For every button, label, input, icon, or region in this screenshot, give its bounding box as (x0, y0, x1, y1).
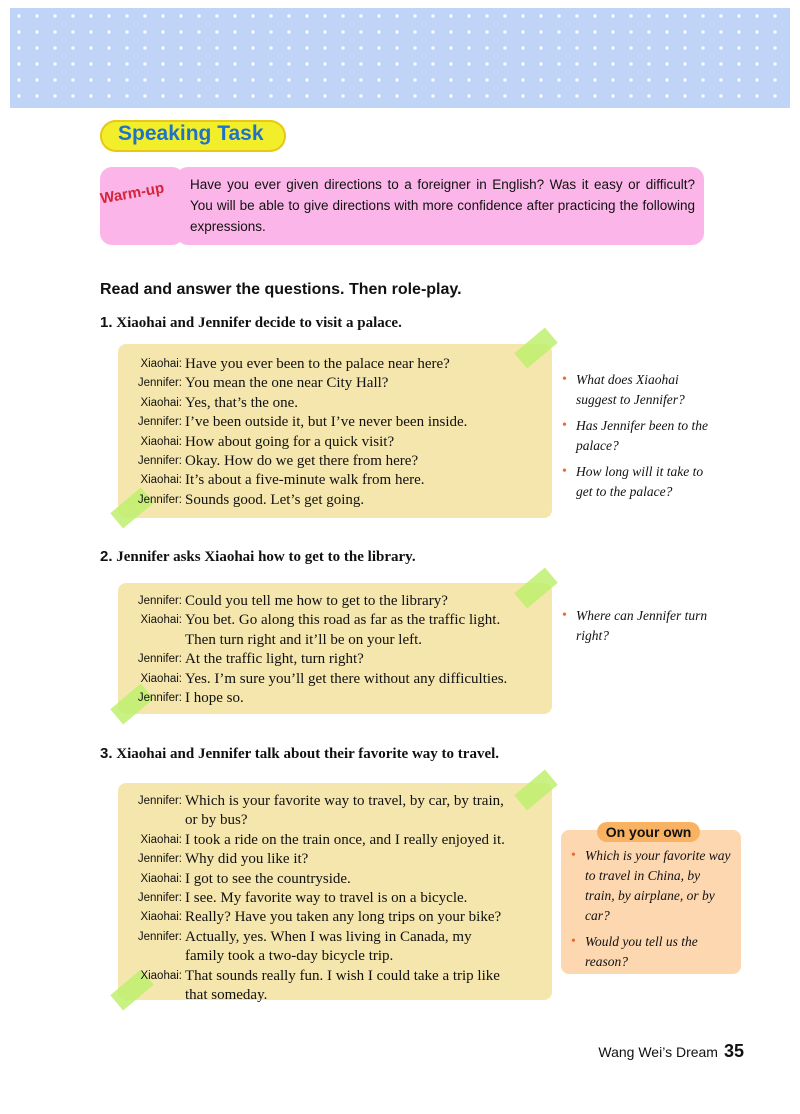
dialog-line (100, 947, 505, 966)
task-1-title (100, 314, 402, 332)
warmup-label-box (100, 167, 184, 245)
dialog-line (100, 967, 505, 986)
dialog-line (100, 689, 507, 708)
dialog-line (100, 831, 505, 850)
dialog-text: Really? Have you taken any long trips on your bike? (185, 909, 502, 926)
speaker-name: Xiaohai: (140, 435, 182, 448)
dialog-line (100, 491, 467, 510)
dialog-text: Yes, that’s the one. (185, 394, 299, 411)
dialog-line (100, 870, 505, 889)
speaker-name (100, 947, 185, 966)
dialog-text: It’s about a five-minute walk from here. (185, 472, 425, 489)
dialog-text: At the traffic light, turn right? (185, 651, 364, 668)
dialog-text: I took a ride on the train once, and I really enjoyed it. (185, 831, 505, 848)
warmup-label: Warm-up (99, 179, 166, 208)
header-banner (10, 8, 790, 108)
dialog-line (100, 611, 507, 630)
dialog-text: I’ve been outside it, but I’ve never been inside. (185, 414, 468, 431)
task-3-title (100, 745, 499, 763)
speaker-name: Xiaohai: (140, 614, 182, 627)
on-your-own-question: • Would you tell us the reason? (571, 932, 731, 972)
task-title-text: Xiaohai and Jennifer talk about their favorite way to travel. (116, 746, 500, 762)
speaker-name (100, 811, 185, 830)
book-title: Wang Wei’s Dream (598, 1044, 718, 1060)
dialog-text: that someday. (185, 987, 268, 1004)
dialog-line (100, 928, 505, 947)
task-number: 1. (100, 314, 113, 331)
dialog-text: That sounds really fun. I wish I could take a trip like (185, 967, 500, 984)
task-2-dialog (100, 592, 507, 708)
task-2-questions (562, 606, 712, 652)
dialog-text: You bet. Go along this road as far as the traffic light. (185, 612, 501, 629)
on-your-own-badge (597, 822, 700, 842)
speaker-name: Xiaohai: (140, 833, 182, 846)
speaker-name: Xiaohai: (140, 358, 182, 370)
speaker-name: Xiaohai: (140, 396, 182, 409)
dialog-text: Sounds good. Let’s get going. (185, 491, 365, 508)
dialog-text: or by bus? (185, 812, 248, 829)
comprehension-question: • Has Jennifer been to the palace? (562, 416, 712, 456)
dialog-text: family took a two-day bicycle trip. (185, 948, 394, 965)
dialog-line (100, 592, 507, 611)
speaker-name: Xiaohai: (140, 911, 182, 924)
dialog-text: Which is your favorite way to travel, by car, by train, (185, 793, 504, 809)
speaker-name: Jennifer: (137, 692, 182, 705)
task-3-dialog (100, 792, 505, 1005)
dialog-line (100, 889, 505, 908)
speaker-name: Jennifer: (137, 377, 182, 390)
speaker-name: Jennifer: (137, 455, 182, 468)
dialog-text: Yes. I’m sure you’ll get there without any difficulties. (185, 670, 508, 687)
page-number: 35 (723, 1041, 744, 1061)
instruction-heading: Read and answer the questions. Then role-play. (100, 281, 462, 298)
speaker-name: Xiaohai: (140, 672, 182, 685)
dialog-line (100, 374, 467, 393)
dialog-line (100, 986, 505, 1005)
on-your-own-question: • Which is your favorite way to travel in China, by train, by airplane, or by car? (571, 846, 731, 926)
speaker-name: Xiaohai: (140, 872, 182, 885)
section-title: Speaking Task (118, 122, 264, 145)
task-title-text: Jennifer asks Xiaohai how to get to the library. (116, 549, 416, 565)
task-1-questions (562, 370, 712, 508)
on-your-own-label: On your own (605, 824, 692, 840)
speaker-name: Jennifer: (137, 653, 182, 666)
speaker-name: Jennifer: (137, 416, 182, 429)
dialog-text: Okay. How do we get there from here? (185, 453, 419, 470)
dialog-line (100, 433, 467, 452)
dialog-line (100, 452, 467, 471)
speaker-name: Jennifer: (137, 493, 182, 506)
dialog-text: You mean the one near City Hall? (185, 375, 389, 392)
speaker-name: Jennifer: (137, 930, 182, 943)
dialog-text: Actually, yes. When I was living in Canada, my (185, 928, 472, 945)
task-number: 2. (100, 548, 113, 565)
task-1-dialog (100, 355, 467, 510)
dialog-line (100, 908, 505, 927)
comprehension-question: • Where can Jennifer turn right? (562, 606, 712, 646)
speaker-name: Jennifer: (137, 595, 182, 607)
warmup-text: Have you ever given directions to a foreigner in English? Was it easy or difficult? You will be able to give directions with more confidence after practicing the following expressions. (190, 177, 695, 234)
dialog-text: I hope so. (185, 690, 244, 707)
dialog-line (100, 413, 467, 432)
dialog-text: I got to see the countryside. (185, 870, 351, 887)
dialog-text: I see. My favorite way to travel is on a bicycle. (185, 890, 468, 907)
section-title-badge (100, 120, 286, 152)
dialog-line (100, 471, 467, 490)
task-number: 3. (100, 745, 113, 762)
comprehension-question: • How long will it take to get to the palace? (562, 462, 712, 502)
speaker-name: Xiaohai: (140, 969, 182, 982)
speaker-name (100, 986, 185, 1005)
speaker-name: Jennifer: (137, 892, 182, 905)
task-title-text: Xiaohai and Jennifer decide to visit a palace. (116, 315, 402, 331)
page-footer (598, 1041, 744, 1062)
dialog-line (100, 631, 507, 650)
dialog-line (100, 792, 505, 811)
dialog-text: Then turn right and it’ll be on your left. (185, 631, 423, 648)
dialog-text: How about going for a quick visit? (185, 433, 395, 450)
on-your-own-questions (571, 846, 731, 978)
dialog-text: Could you tell me how to get to the library? (185, 593, 448, 609)
comprehension-question: • What does Xiaohai suggest to Jennifer? (562, 370, 712, 410)
dialog-line (100, 355, 467, 374)
dialog-line (100, 650, 507, 669)
speaker-name: Jennifer: (137, 853, 182, 866)
speaker-name: Jennifer: (137, 795, 182, 807)
task-2-title (100, 548, 416, 566)
speaker-name: Xiaohai: (140, 474, 182, 487)
dialog-text: Why did you like it? (185, 851, 309, 868)
speaker-name (100, 631, 185, 650)
dialog-line (100, 394, 467, 413)
dialog-text: Have you ever been to the palace near here? (185, 356, 450, 372)
dialog-line (100, 811, 505, 830)
dialog-line (100, 670, 507, 689)
dialog-line (100, 850, 505, 869)
